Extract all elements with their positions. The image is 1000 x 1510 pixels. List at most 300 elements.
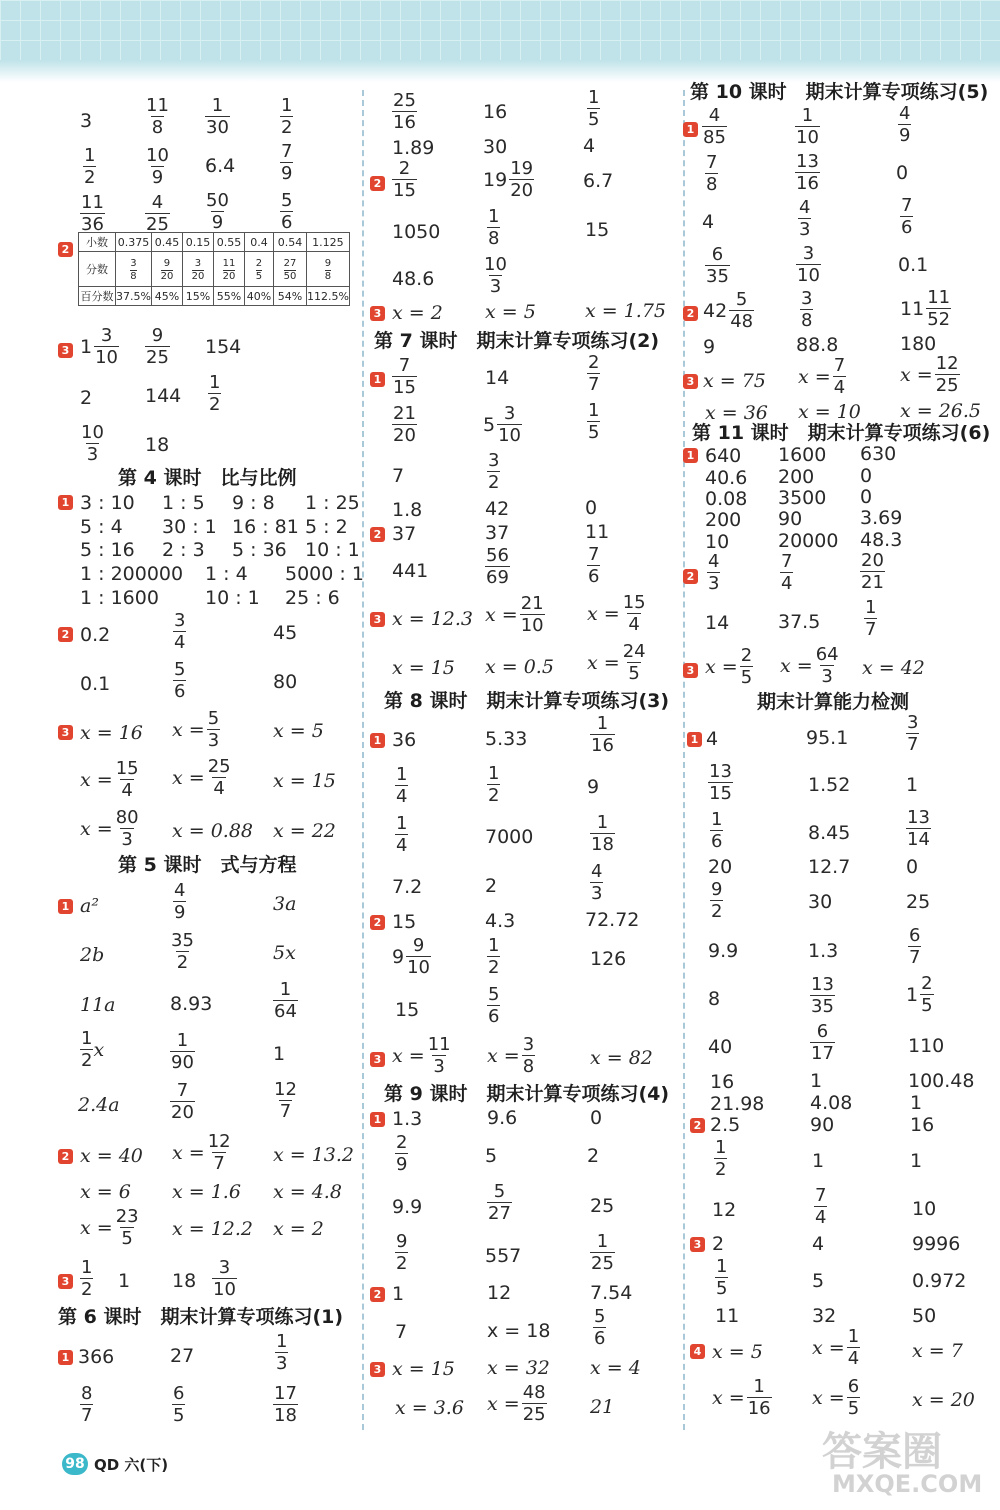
ratio: 1 : 200000 bbox=[80, 563, 184, 585]
watermark-logo: 答案圈 bbox=[822, 1429, 942, 1475]
ratio: 1 : 4 bbox=[205, 563, 248, 585]
fraction: 1 2 bbox=[84, 145, 96, 188]
top-band-fade bbox=[0, 60, 1000, 82]
answer: 1.8 bbox=[392, 499, 423, 521]
question-badge-2: 2 bbox=[690, 1118, 705, 1133]
question-badge-1: 1 bbox=[58, 1350, 73, 1365]
ratio: 3 : 10 bbox=[80, 492, 135, 514]
answer: 18 bbox=[172, 1270, 197, 1292]
answer: 5x bbox=[273, 942, 296, 964]
answer: 4 bbox=[706, 728, 719, 750]
answer: 18 bbox=[145, 434, 170, 456]
cell: 54% bbox=[273, 287, 306, 306]
question-badge-3: 3 bbox=[370, 1052, 385, 1067]
answer: 9.9 bbox=[708, 940, 739, 962]
equation-answer: x = 10 bbox=[798, 401, 861, 423]
mixed-number: 42 5 48 bbox=[703, 289, 754, 332]
equation-answer: x = $\frac{23}{5}$ bbox=[80, 1206, 139, 1249]
fraction: 13 15 bbox=[709, 761, 732, 804]
answer: 144 bbox=[145, 385, 182, 407]
answer: 27 bbox=[170, 1345, 195, 1367]
answer: 8.45 bbox=[808, 822, 851, 844]
fraction: 8 7 bbox=[81, 1383, 93, 1426]
fraction: 5 6 bbox=[488, 984, 500, 1027]
answer: 1050 bbox=[392, 221, 441, 243]
answer: 1.52 bbox=[808, 774, 851, 796]
question-badge-1: 1 bbox=[370, 1112, 385, 1127]
fraction: 4 3 bbox=[591, 861, 603, 904]
fraction: 13 16 bbox=[796, 151, 819, 194]
page-footer bbox=[62, 1453, 168, 1475]
answer: 200 bbox=[705, 509, 742, 531]
answer: 72.72 bbox=[585, 909, 640, 931]
answer: 1.89 bbox=[392, 137, 435, 159]
fraction: 1 5 bbox=[716, 1256, 728, 1299]
answer: 2 bbox=[485, 875, 498, 897]
answer: 16 bbox=[710, 1071, 735, 1093]
answer: 80 bbox=[273, 671, 298, 693]
answer: 366 bbox=[78, 1346, 115, 1368]
fraction: 35 2 bbox=[171, 930, 194, 973]
answer: 90 bbox=[810, 1114, 835, 1136]
equation-answer: x = 3.6 bbox=[395, 1397, 464, 1419]
equation-answer: x = 22 bbox=[273, 820, 336, 842]
cell: $\frac{9}{20}$ bbox=[151, 252, 182, 287]
question-badge-2: 2 bbox=[370, 176, 385, 191]
answer: 8 bbox=[708, 988, 721, 1010]
equation-answer: x = 12.2 bbox=[172, 1218, 254, 1240]
ratio: 10 : 1 bbox=[305, 539, 360, 561]
answer: 2 bbox=[80, 387, 93, 409]
equation-answer: x = $\frac{5}{3}$ bbox=[172, 708, 220, 751]
fraction: 3 10 bbox=[213, 1257, 236, 1300]
question-badge-2: 2 bbox=[58, 1149, 73, 1164]
answer: 25 bbox=[906, 891, 931, 913]
fraction: 6 17 bbox=[811, 1021, 834, 1064]
fraction: 56 69 bbox=[486, 545, 509, 588]
cell: $\frac{9}{8}$ bbox=[306, 252, 349, 287]
page-number: 98 bbox=[62, 1453, 88, 1475]
fraction: 1 2 bbox=[81, 1257, 93, 1300]
answer: 2.4a bbox=[78, 1094, 120, 1116]
answer: 7.54 bbox=[590, 1282, 633, 1304]
answer: 2b bbox=[80, 944, 105, 966]
heading-lesson-10: 第 10 课时 期末计算专项练习(5) bbox=[690, 81, 989, 103]
mixed-number: 1 3 10 bbox=[80, 325, 118, 368]
fraction: 1 6 bbox=[711, 809, 723, 852]
equation-answer: x = $\frac{25}{4}$ bbox=[172, 756, 231, 799]
equation-answer: x = $\frac{2}{5}$ bbox=[705, 645, 753, 688]
answer: 0 bbox=[860, 465, 873, 487]
answer: 6.4 bbox=[205, 155, 236, 177]
ratio: 16 : 81 bbox=[232, 516, 299, 538]
cell: 55% bbox=[213, 287, 244, 306]
fraction: 1 2 bbox=[209, 372, 221, 415]
answer: 3500 bbox=[778, 487, 827, 509]
equation-answer: x = $\frac{12}{7}$ bbox=[172, 1131, 231, 1174]
answer: 126 bbox=[590, 948, 627, 970]
question-badge-1: 1 bbox=[58, 899, 73, 914]
fraction: 5 6 bbox=[281, 190, 293, 233]
answer: 8.93 bbox=[170, 993, 213, 1015]
equation-answer: x = $\frac{3}{8}$ bbox=[487, 1034, 535, 1077]
fraction: 1 2 bbox=[488, 763, 500, 806]
answer: 7 bbox=[392, 465, 405, 487]
answer: 0 bbox=[585, 497, 598, 519]
question-badge-2: 2 bbox=[370, 915, 385, 930]
fraction: 7 6 bbox=[901, 195, 913, 238]
answer: 40.6 bbox=[705, 467, 748, 489]
question-badge-2: 2 bbox=[683, 306, 698, 321]
fraction: 3 8 bbox=[801, 288, 813, 331]
answer: 0.2 bbox=[80, 624, 111, 646]
answer: 21.98 bbox=[710, 1093, 765, 1115]
question-badge-4: 4 bbox=[690, 1344, 705, 1359]
answer: 20000 bbox=[778, 530, 839, 552]
answer: 30 bbox=[808, 891, 833, 913]
answer: 4.3 bbox=[485, 910, 516, 932]
ratio: 5000 : 1 bbox=[285, 563, 364, 585]
fraction: 1 3 bbox=[276, 1331, 288, 1374]
equation-answer: x = $\frac{21}{10}$ bbox=[485, 593, 544, 636]
equation-answer: x = $\frac{48}{25}$ bbox=[487, 1382, 546, 1425]
answer: 16 bbox=[910, 1114, 935, 1136]
answer: 441 bbox=[392, 560, 429, 582]
fraction: 7 9 bbox=[281, 141, 293, 184]
fraction: 7 15 bbox=[393, 355, 416, 398]
answer: 1 bbox=[392, 1283, 405, 1305]
answer: 557 bbox=[485, 1245, 522, 1267]
fraction: 1 5 bbox=[588, 87, 600, 130]
fraction: 7 4 bbox=[815, 1185, 827, 1228]
answer: 2.5 bbox=[710, 1114, 741, 1136]
equation-answer: x = 0.88 bbox=[172, 820, 254, 842]
heading-lesson-4: 第 4 课时 比与比例 bbox=[118, 467, 297, 489]
fraction: 4 3 bbox=[708, 551, 720, 594]
equation-answer: x = $\frac{1}{16}$ bbox=[712, 1376, 771, 1419]
fraction: 3 10 bbox=[797, 243, 820, 286]
equation-answer: x = $\frac{80}{3}$ bbox=[80, 807, 139, 850]
fraction: 7 8 bbox=[706, 152, 718, 195]
fraction: 5 27 bbox=[488, 1181, 511, 1224]
fraction: 1 2 bbox=[715, 1137, 727, 1180]
answer: 11 bbox=[715, 1305, 740, 1327]
equation-answer: x = $\frac{7}{4}$ bbox=[798, 355, 846, 398]
ratio: 5 : 36 bbox=[232, 539, 287, 561]
column-divider-1 bbox=[362, 90, 364, 1430]
answer: 640 bbox=[705, 445, 742, 467]
cell: 0.45 bbox=[151, 233, 182, 252]
cell: $\frac{27}{50}$ bbox=[273, 252, 306, 287]
row-label: 分数 bbox=[79, 252, 116, 287]
row-label: 百分数 bbox=[79, 287, 116, 306]
question-badge-1: 1 bbox=[687, 732, 702, 747]
fraction: 1 90 bbox=[171, 1030, 194, 1073]
cell: 0.4 bbox=[244, 233, 273, 252]
equation-answer: x = 42 bbox=[862, 657, 925, 679]
fraction: 13 35 bbox=[811, 974, 834, 1017]
equation-answer: x = $\frac{15}{4}$ bbox=[80, 758, 139, 801]
fraction: 4 9 bbox=[899, 103, 911, 146]
answer: 7000 bbox=[485, 826, 534, 848]
answer: 48.3 bbox=[860, 529, 903, 551]
answer: 100.48 bbox=[908, 1070, 975, 1092]
answer: 88.8 bbox=[796, 334, 839, 356]
answer: 4.08 bbox=[810, 1092, 853, 1114]
answer: 9 bbox=[587, 776, 600, 798]
heading-final-test: 期末计算能力检测 bbox=[757, 691, 910, 713]
answer: 14 bbox=[485, 367, 510, 389]
answer: 2 bbox=[587, 1145, 600, 1167]
ratio: 5 : 2 bbox=[305, 516, 348, 538]
answer: 5.33 bbox=[485, 728, 528, 750]
answer: 0.08 bbox=[705, 488, 748, 510]
fraction: 1 5 bbox=[588, 400, 600, 443]
question-badge-3: 3 bbox=[370, 306, 385, 321]
ratio: 1 : 5 bbox=[162, 492, 205, 514]
question-badge-1: 1 bbox=[683, 448, 698, 463]
fraction: 21 20 bbox=[393, 403, 416, 446]
fraction: 13 14 bbox=[907, 807, 930, 850]
equation-answer: x = 2 bbox=[273, 1218, 324, 1240]
fraction: 6 35 bbox=[706, 244, 729, 287]
answer: 15 bbox=[585, 219, 610, 241]
mixed-number: 19 19 20 bbox=[483, 158, 534, 201]
fraction: 10 3 bbox=[484, 254, 507, 297]
answer: 10 bbox=[912, 1198, 937, 1220]
answer: 45 bbox=[273, 622, 298, 644]
fraction: 1 64 bbox=[274, 979, 297, 1022]
answer: 3 bbox=[80, 110, 93, 132]
answer: 1 bbox=[810, 1070, 823, 1092]
cell: $\frac{3}{20}$ bbox=[182, 252, 213, 287]
fraction: 4 9 bbox=[174, 880, 186, 923]
fraction: 5 6 bbox=[174, 659, 186, 702]
question-badge-2: 2 bbox=[58, 242, 73, 257]
answer: 200 bbox=[778, 466, 815, 488]
answer: 2 bbox=[712, 1233, 725, 1255]
answer: 9.9 bbox=[392, 1196, 423, 1218]
question-badge-3: 3 bbox=[58, 725, 73, 740]
answer: 1.3 bbox=[808, 940, 839, 962]
column-divider-2 bbox=[683, 90, 685, 1430]
answer: 11a bbox=[80, 994, 116, 1016]
answer: 0.1 bbox=[80, 673, 111, 695]
fraction: 1 2 bbox=[488, 935, 500, 978]
fraction: 4 3 bbox=[799, 197, 811, 240]
mixed-number: 5 3 10 bbox=[483, 403, 521, 446]
answer: 4 bbox=[702, 211, 715, 233]
fraction: 10 9 bbox=[146, 145, 169, 188]
ratio: 25 : 6 bbox=[285, 587, 340, 609]
fraction: 3 7 bbox=[907, 712, 919, 755]
equation-answer: x = $\frac{11}{3}$ bbox=[392, 1034, 451, 1077]
cell: 0.54 bbox=[273, 233, 306, 252]
fraction: 1 2 bbox=[281, 95, 293, 138]
question-badge-3: 3 bbox=[370, 1362, 385, 1377]
fraction: 2 9 bbox=[396, 1132, 408, 1175]
answer: 630 bbox=[860, 443, 897, 465]
answer: 180 bbox=[900, 333, 937, 355]
equation-answer: x = 32 bbox=[487, 1357, 550, 1379]
equation-answer: x = 4 bbox=[590, 1357, 641, 1379]
equation-answer: x = 82 bbox=[590, 1047, 653, 1069]
answer: 12 bbox=[487, 1282, 512, 1304]
fraction: 11 36 bbox=[81, 192, 104, 235]
answer: 4 bbox=[812, 1233, 825, 1255]
question-badge-3: 3 bbox=[690, 1237, 705, 1252]
answer: 110 bbox=[908, 1035, 945, 1057]
fraction: 1 4 bbox=[396, 764, 408, 807]
fraction: 9 2 bbox=[711, 879, 723, 922]
fraction: 20 21 bbox=[861, 550, 884, 593]
equation-answer: 21 bbox=[590, 1396, 615, 1418]
equation-answer: x = 2 bbox=[392, 302, 443, 324]
equation-answer: x = 75 bbox=[703, 370, 766, 392]
answer: 9 bbox=[703, 336, 716, 358]
fraction: 1 30 bbox=[206, 95, 229, 138]
equation-answer: x = 1.75 bbox=[585, 300, 667, 322]
fraction: 9 25 bbox=[146, 325, 169, 368]
cell: $\frac{11}{20}$ bbox=[213, 252, 244, 287]
heading-lesson-6: 第 6 课时 期末计算专项练习(1) bbox=[58, 1306, 344, 1328]
fraction: 3 2 bbox=[488, 450, 500, 493]
answer: 15 bbox=[392, 911, 417, 933]
fraction: 1 10 bbox=[796, 105, 819, 148]
fraction: 7 6 bbox=[588, 544, 600, 587]
cell: 45% bbox=[151, 287, 182, 306]
heading-lesson-7: 第 7 课时 期末计算专项练习(2) bbox=[374, 330, 660, 352]
ratio: 1 : 25 bbox=[305, 492, 360, 514]
ratio: 5 : 16 bbox=[80, 539, 135, 561]
answer: a² bbox=[80, 895, 99, 917]
cell: 15% bbox=[182, 287, 213, 306]
answer: 0 bbox=[860, 486, 873, 508]
equation-answer: x = 5 bbox=[273, 720, 324, 742]
question-badge-1: 1 bbox=[58, 495, 73, 510]
heading-lesson-8: 第 8 课时 期末计算专项练习(3) bbox=[384, 690, 670, 712]
mixed-number: 1 2 5 bbox=[906, 973, 933, 1016]
answer: 5 bbox=[485, 1145, 498, 1167]
answer: 20 bbox=[708, 856, 733, 878]
answer: 6.7 bbox=[583, 170, 614, 192]
question-badge-3: 3 bbox=[683, 374, 698, 389]
equation-answer: x = $\frac{15}{4}$ bbox=[587, 592, 646, 635]
watermark-url: MXQE.COM bbox=[832, 1470, 983, 1498]
equation-answer: x = 15 bbox=[392, 1358, 455, 1380]
equation-answer: x = 5 bbox=[485, 301, 536, 323]
fraction: 10 3 bbox=[81, 422, 104, 465]
answer: 42 bbox=[485, 498, 510, 520]
answer: 40 bbox=[708, 1036, 733, 1058]
question-badge-1: 1 bbox=[370, 733, 385, 748]
fraction: 7 4 bbox=[781, 551, 793, 594]
answer: 0 bbox=[906, 856, 919, 878]
fraction: 1 8 bbox=[488, 206, 500, 249]
fraction: 11 8 bbox=[146, 95, 169, 138]
cell: $\frac{2}{5}$ bbox=[244, 252, 273, 287]
book-label: QD 六(下) bbox=[94, 1455, 169, 1474]
question-badge-3: 3 bbox=[58, 343, 73, 358]
equation-answer: x = $\frac{6}{5}$ bbox=[812, 1376, 860, 1419]
equation-answer: x = $\frac{24}{5}$ bbox=[587, 641, 646, 684]
answer: 50 bbox=[912, 1305, 937, 1327]
answer: 1 2 x bbox=[81, 1028, 105, 1071]
cell: 40% bbox=[244, 287, 273, 306]
cell: 0.15 bbox=[182, 233, 213, 252]
equation-answer: x = 5 bbox=[712, 1341, 763, 1363]
equation-answer: x = 13.2 bbox=[273, 1144, 355, 1166]
answer: 1 bbox=[812, 1150, 825, 1172]
cell: 0.375 bbox=[116, 233, 152, 252]
question-badge-3: 3 bbox=[370, 612, 385, 627]
fraction: 1 7 bbox=[865, 597, 877, 640]
fraction: 4 85 bbox=[703, 105, 726, 148]
equation-answer: x = 4.8 bbox=[273, 1181, 342, 1203]
answer: 37 bbox=[392, 523, 417, 545]
fraction: 17 18 bbox=[274, 1383, 297, 1426]
fraction: 2 15 bbox=[393, 158, 416, 201]
equation-answer: x = 6 bbox=[80, 1181, 131, 1203]
ratio: 1 : 1600 bbox=[80, 587, 159, 609]
fraction: 4 25 bbox=[146, 192, 169, 235]
ratio: 5 : 4 bbox=[80, 516, 123, 538]
fraction: 7 20 bbox=[171, 1080, 194, 1123]
answer: 4 bbox=[583, 135, 596, 157]
answer: 30 bbox=[483, 136, 508, 158]
answer: 25 bbox=[590, 1195, 615, 1217]
question-badge-1: 1 bbox=[370, 372, 385, 387]
cell: 1.125 bbox=[306, 233, 349, 252]
equation-answer: x = 40 bbox=[80, 1145, 143, 1167]
fraction: 6 5 bbox=[173, 1383, 185, 1426]
equation-answer: x = $\frac{64}{3}$ bbox=[780, 644, 839, 687]
conversion-table bbox=[78, 232, 350, 306]
mixed-number: 11 11 52 bbox=[900, 287, 951, 330]
row-label: 小数 bbox=[79, 233, 116, 252]
fraction: 12 7 bbox=[274, 1079, 297, 1122]
equation-answer: x = 1.6 bbox=[172, 1181, 241, 1203]
answer: 3.69 bbox=[860, 507, 903, 529]
ratio: 9 : 8 bbox=[232, 492, 275, 514]
heading-lesson-11: 第 11 课时 期末计算专项练习(6) bbox=[692, 422, 991, 444]
answer: 1 bbox=[906, 774, 919, 796]
equation-answer: x = 16 bbox=[80, 722, 143, 744]
answer: 1 bbox=[910, 1150, 923, 1172]
answer: 12.7 bbox=[808, 856, 851, 878]
answer: 5 bbox=[812, 1270, 825, 1292]
question-badge-2: 2 bbox=[370, 527, 385, 542]
answer: 0 bbox=[896, 162, 909, 184]
cell: $\frac{3}{8}$ bbox=[116, 252, 152, 287]
answer: 1.3 bbox=[392, 1108, 423, 1130]
question-badge-3: 3 bbox=[58, 1274, 73, 1289]
question-badge-2: 2 bbox=[370, 1287, 385, 1302]
equation-answer: x = 7 bbox=[912, 1340, 963, 1362]
equation-answer: x = 12.3 bbox=[392, 608, 474, 630]
equation-answer: x = 0.5 bbox=[485, 656, 554, 678]
answer: 15 bbox=[395, 999, 420, 1021]
equation-answer: x = 26.5 bbox=[900, 400, 982, 422]
answer: 1 bbox=[910, 1092, 923, 1114]
mixed-number: 9 9 10 bbox=[392, 935, 430, 978]
answer: 1600 bbox=[778, 444, 827, 466]
answer: 32 bbox=[812, 1305, 837, 1327]
ratio: 2 : 3 bbox=[162, 539, 205, 561]
equation-answer: x = 20 bbox=[912, 1389, 975, 1411]
ratio: 30 : 1 bbox=[162, 516, 217, 538]
answer: 0.972 bbox=[912, 1270, 967, 1292]
